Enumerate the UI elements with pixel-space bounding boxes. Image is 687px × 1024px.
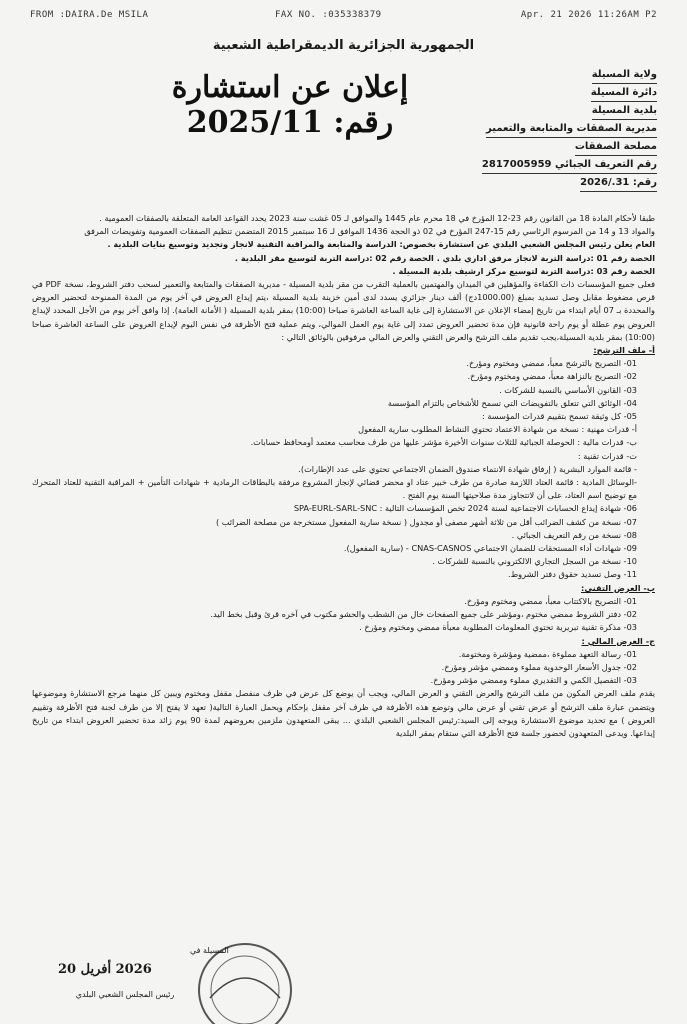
admin-line: دائرة المسيلة	[591, 84, 657, 102]
list-item: 10- نسخة من السجل التجاري الالكتروني بالنسبة للشركات .	[432, 556, 637, 567]
paragraph: طبقا لأحكام المادة 18 من القانون رقم 23-12 المؤرخ في 18 محرم عام 1445 والموافق لـ 05 غشت سنة 2023 يحدد القواعد العامة المتعلقة بالصفقات العمومية .	[99, 213, 655, 223]
list-item: 03- القانون الأساسي بالنسبة للشركات .	[499, 384, 637, 395]
republic-heading: الجمهورية الجزائرية الديمقراطية الشعبية	[212, 38, 475, 53]
official-stamp	[180, 928, 310, 1024]
list-item: 09- شهادات أداء المستحقات للضمان الاجتماعي CNAS-CASNOS - (سارية المفعول).	[343, 543, 637, 554]
section-title: أ- ملف الترشح:	[593, 345, 655, 356]
fax-header	[30, 10, 657, 24]
admin-line: مديرية الصفقات والمتابعة والتعمير	[486, 120, 657, 138]
list-item: أ- قدرات مهنية : نسخة من شهادة الاعتماد تحتوي النشاط المطلوب سارية المفعول	[358, 424, 637, 435]
list-item: 03- مذكرة تقنية تبريرية تحتوي المعلومات المطلوبة معبأة ممضي ومختوم ومؤرخ .	[359, 622, 637, 633]
fax-from: FROM :DAIRA.De MSILA	[30, 10, 149, 20]
signature-place: المسيلة في	[190, 946, 229, 955]
list-item: 01- التصريح بالاكتتاب معبأ، ممضي ومختوم ومؤرخ.	[464, 595, 637, 606]
paragraph: العام يعلن رئيس المجلس الشعبي البلدي عن استشارة بخصوص: الدراسة والمتابعة والمراقبة التقنية لانجاز وتجديد وتوسيع بنايات البلدية .	[107, 239, 655, 250]
list-item: 08- نسخة من رقم التعريف الجبائي .	[511, 529, 637, 540]
paragraph: فعلى جميع المؤسسات ذات الكفاءة والمؤهلين في الميدان والمهتمين بالعملية التقرب من مقر بلدية المسيلة - مديرية الصفقات والمتابعة والتعمير لسحب دفتر الشروط، نسخة PDF في قرص مضغوط مقابل وصل تسديد بمبلغ (1000.00دج) ألف دينار جزائري يسدد لدى أمين خزينة بلدية المسيلة ،يتم إيداع العروض في آخر يوم من المدة الممنوحة لتحضير العروض والمحددة بـ 07 أيام ابتداء من تاريخ إمضاء الإعلان عن الاستشارة إلى غاية الساعة العاشرة صباحا (10:00) بمقر بلدية المسيلة ( الأمانة العامة). إذا وافق آخر يوم من الأجل المحدد لإيداع العروض يوم عطلة أو يوم راحة قانونية فإن مدة تحضير العروض تمدد إلى غاية يوم العمل الموالي، ويتم عملية فتح الأظرفة في نفس اليوم لإيداع العروض على الساعة العاشرة صباحا (10:00) بمقر بلدية المسيلة،يجب تقديم ملف الترشح والعرض التقني والعرض المالي مرفوقين بالوثائق التالي :	[32, 279, 656, 342]
list-item: 05- كل وثيقة تسمح بتقييم قدرات المؤسسة :	[481, 411, 637, 422]
admin-line: بلدية المسيلة	[592, 102, 657, 120]
list-item: 01- رسالة التعهد مملوءة ،ممضية ومؤشرة ومختومة.	[458, 648, 637, 659]
list-item: 02- دفتر الشروط ممضي مختوم ،ومؤشر على جميع الصفحات خال من الشطب والحشو مكتوب في آخره قرئ وقبل بخط اليد.	[210, 609, 637, 620]
list-item: 01- التصريح بالترشح معبأ، ممضي ومختوم ومؤرخ.	[466, 358, 637, 369]
admin-line: ولاية المسيلة	[592, 66, 657, 84]
paragraph: والمواد 13 و 14 من المرسوم الرئاسي رقم 15-247 المؤرخ في 02 ذو الحجة 1436 الموافق لـ 16 سبتمبر 2015 المتضمن تنظيم الصفقات العمومية وتفويضات المرفق	[84, 226, 655, 237]
document-title: إعلان عن استشارة رقم: 2025/11	[171, 70, 409, 140]
fax-number: FAX NO. :035338379	[275, 10, 382, 20]
section-title: ج- العرض المالي :	[581, 635, 655, 646]
admin-line: مصلحة الصفقات	[575, 138, 657, 156]
list-item: 07- نسخة من كشف الضرائب أقل من ثلاثة أشهر مصفى أو مجدول ( نسخة سارية المفعول مستخرجة من مصلحة الضرائب )	[215, 516, 637, 527]
document-body	[32, 212, 655, 740]
list-item: 03- التفصيل الكمي و التقديري مملوء وممضي مؤشر ومؤرخ.	[430, 675, 637, 686]
list-item: 04- الوثائق التي تتعلق بالتفويضات التي تسمح للأشخاص بالتزام المؤسسة	[387, 397, 637, 408]
list-item: -الوسائل المادية : قائمة العتاد اللازمة صادرة من طرف خبير عتاد او محضر قضائي لإنجاز المشروع مرفقة بالبطاقات الرمادية + شهادات التأمين + المراقبة التقنية للعتاد المتحرك مع توضيح اسم العتاد، على أن لاتتجاوز مدة صلاحيتها السنة يوم الفتح .	[32, 477, 637, 501]
closing-paragraph: يقدم ملف العرض المكون من ملف الترشح والعرض التقني و العرض المالي، ويجب أن يوضع كل عرض في ظرف منفصل مقفل ومختوم ويبين كل منهما مرجع الاستشارة وموضوعها ويتضمن عبارة ملف الترشح أو عرض تقني أو عرض مالي وتوضع هذه الأظرفة في ظرف آخر مقفل بإحكام ويحمل العبارة التالية( تعهد لا يفتح إلا من طرف لجنة فتح الأظرفة وتقييم العروض ) مع تحديد موضوع الاستشارة ويوجه إلى السيد:رئيس المجلس الشعبي البلدي ... يبقى المتعهدون ملزمين بعروضهم لمدة 90 يوم زائد مدة تحضير العروض ابتداء من تاريخ إيداعها. ويدعى المتعهدون لحضور جلسة فتح الأظرفة التي ستقام بمقر البلدية	[32, 688, 655, 738]
section-title: ب- العرض التقني:	[581, 582, 655, 593]
admin-line: رقم: 31./2026	[580, 174, 657, 192]
list-item: - قائمة الموارد البشرية ( إرفاق شهادة الانتماء صندوق الضمان الاجتماعي تحتوي على عدد الإطارات).	[298, 463, 637, 474]
admin-header	[457, 66, 657, 192]
list-item: ب- قدرات مالية : الحوصلة الجبائية للثلاث سنوات الأخيرة مؤشر عليها من طرف محاسب معتمد أومحافظ حسابات.	[250, 437, 637, 448]
paragraph: الحصة رقم 03 :دراسة التربة لتوسيع مركز ارشيف بلدية المسيلة .	[392, 265, 655, 276]
admin-line: رقم التعريف الجبائي 2817005959	[482, 156, 657, 174]
paragraph: الحصة رقم 01 :دراسة التربة لانجاز مرفق اداري بلدي . الحصة رقم 02 :دراسة التربة لتوسيع مقر البلدية .	[234, 252, 655, 263]
fax-date: Apr. 21 2026 11:26AM P2	[520, 10, 657, 20]
signature-role: رئيس المجلس الشعبي البلدي	[75, 990, 175, 999]
list-item: ت- قدرات تقنية :	[577, 450, 637, 461]
signature-date: 2026 أفريل 20	[58, 962, 152, 977]
list-item: 02- جدول الأسعار الوحدوية مملوء وممضي مؤشر ومؤرخ.	[441, 661, 637, 672]
list-item: 06- شهادة إيداع الحسابات الاجتماعية لسنة 2024 تخص المؤسسات التالية : SPA-EURL-SARL-SNC	[293, 503, 637, 514]
list-item: 11- وصل تسديد حقوق دفتر الشروط.	[507, 569, 637, 580]
list-item: 02- التصريح بالنزاهة معبأ، ممضي ومختوم ومؤرخ.	[467, 371, 637, 382]
